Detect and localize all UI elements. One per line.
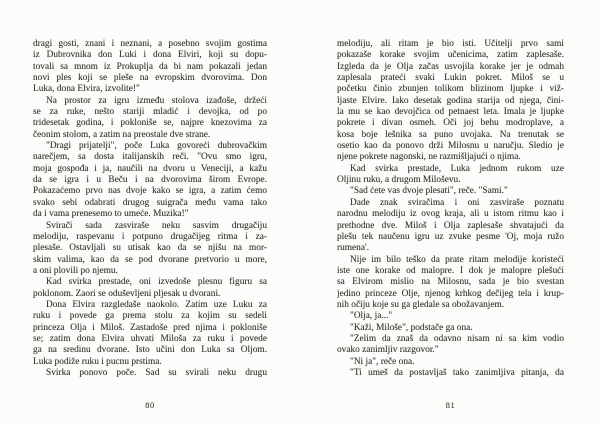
text-line: Luka, dona Elvira, izvolite!" [33,84,140,95]
text-line: novi ples koji se pleše na evropskim dvorovima. Don [33,73,267,84]
text-line: tovali sa mnom iz Prokuplja da bi nam pokazali jedan [33,61,267,72]
text-line: Svirka ponovo poče. Sad su svirali neku drugu [46,367,267,378]
page-right [337,39,564,419]
text-line: Luka podiže ruku i pucnu prstima. [33,356,162,367]
text-line: Svirači sada zasviraše neku sasvim drugačiju [46,220,267,231]
text-line: se; zatim dona Elvira uhvati Miloša za ruku i povede [33,333,267,344]
text-line: početku činio zbunjen tolikom blizinom ljupke i viž- [337,84,564,95]
text-line: da i vama prenesemo to umeće. Muzika!" [33,209,189,220]
text-line: princeza Olja i Miloš. Zastadoše pred njima i pokloniše [33,322,267,333]
text-line: skim valima, kao da se pod dvorane pretvorio u more, [33,254,267,265]
text-line: "Ti umeš da postavljaš tako zanimljiva pitanja, da [350,367,564,378]
text-line: ovako zanimljiv razgovor." [337,345,439,356]
text-line: kosa boje lešnika sa puno uvojaka. Na trenutak se [337,129,564,140]
page-number-right: 81 [445,401,456,410]
text-line: "Kaži, Miloše", podstače ga ona. [350,322,473,333]
text-line: iz Dubrovnika don Luki i dona Elviri, koji su dopu- [33,50,267,61]
text-line: Na prostor za igru između stolova izađoše, držeći [46,95,267,106]
text-line: plešu tek naučenu igru uz zvuke pesme 'Oj, moja ružo [337,231,564,242]
text-line: Izgleda da je Olja začas usvojila korake jer je odmah [337,61,564,72]
text-line: ruku i povede ga prema stolu za kojim su sedeli [33,311,267,322]
text-line: Pokazaćemo prvo nas dvoje kako se igra, a zatim ćemo [33,186,267,197]
text-line: "Olja, ja..." [350,311,393,322]
text-line: Dade znak sviračima i oni zasviraše poznatu [350,197,564,208]
text-line: nih očiju koje su ga gledale sa obožavanjem. [337,299,505,310]
text-line: moja gospođa i ja, naučili na dvoru u Veneciji, a kažu [33,163,267,174]
text-line: narodnu melodiju iz ovog kraja, ali u istom ritmu kao i [337,209,564,220]
text-line: "Ni ja", reče ona. [350,356,415,367]
text-line: Nije im bilo teško da prate ritam melodije koristeći [350,254,564,265]
text-line: melodiju, ali ritam je bio isti. Učitelji prvo sami [337,39,564,49]
text-line: "Sad ćete vas dvoje plesati", reče. "Sami." [350,186,508,197]
text-line: osetio kao da ponovo drži Milosnu u naručju. Sledio je [337,141,564,152]
text-line: iste one korake od malopre. I dok je malopre plešući [337,265,564,276]
text-line: prethodne dve. Miloš i Olja zaplesaše shvatajući da [337,220,564,231]
text-line: se za ruke, nešto stariji mladić i devojka, od po [33,107,267,118]
text-line: da se igra i u Beču i na dvorovima širom Evrope. [33,175,267,186]
page-left-text-column [33,39,267,379]
text-line: ljaste Elvire. Iako desetak godina starija od njega, čini- [337,95,564,106]
text-line: jedino princeze Olje, njenog krhkog dečijeg tela i krup- [337,288,564,299]
page-left [33,39,267,419]
text-line: čeonim stolom, a zatim na preostale dve strane. [33,129,211,140]
text-line: Oljinu ruku, a drugom Miloševu. [337,175,461,186]
text-line: njene pokrete nagonski, ne razmišljajući o njima. [337,152,521,163]
text-line: Dona Elvira razgledaše naokolo. Zatim uze Luku za [46,299,267,310]
text-line: tridesetak godina, i pokloniše se, najpre knezovima za [33,118,267,129]
page-number-left: 80 [145,401,155,410]
text-line: Kad svirka prestade, Luka jednom rukom uze [350,163,564,174]
text-line: sa Elvirom mislio na Milosnu, sada je bio svestan [337,277,564,288]
text-line: narečjem, sa dosta italijanskih reči. "Ovu smo igru, [33,152,267,163]
text-line: Kad svirka prestade, oni izvedoše plesnu figuru sa [46,277,267,288]
text-line: melodiju, raspevanu i potpuno drugačijeg ritma i za- [33,231,267,242]
text-line: plesaše. Ostavljali su utisak kao da se njišu na mor- [33,243,267,254]
text-line: rumena'. [337,243,370,254]
text-line: "Dragi prijatelji", poče Luka govoreći dubrovačkim [46,141,267,152]
text-line: la mu se kao devojčica od petnaest leta. Imala je ljupke [337,107,564,118]
text-line: pokrete i divan osmeh. Oči joj behu modroplave, a [337,118,564,129]
text-line: svako sebi odabrati drugog suigrača među vama tako [33,197,267,208]
page-right-text-column [337,39,564,379]
text-line: dragi gosti, znani i neznani, a posebno svojim gostima [33,39,267,49]
text-line: poklonom. Zaori se oduševljeni pljesak u dvorani. [33,288,221,299]
text-line: "Želim da znaš da odavno nisam ni sa kim vodio [350,333,564,344]
text-line: zaplesala prateći svaki Lukin pokret. Miloš se u [337,73,564,84]
text-line: a oni plovili po njemu. [33,265,118,276]
text-line: ga na sredinu dvorane. Isto učini don Luka sa Oljom. [33,345,267,356]
text-line: pokazaše korake svojim učenicima, zatim zaplesaše. [337,50,564,61]
